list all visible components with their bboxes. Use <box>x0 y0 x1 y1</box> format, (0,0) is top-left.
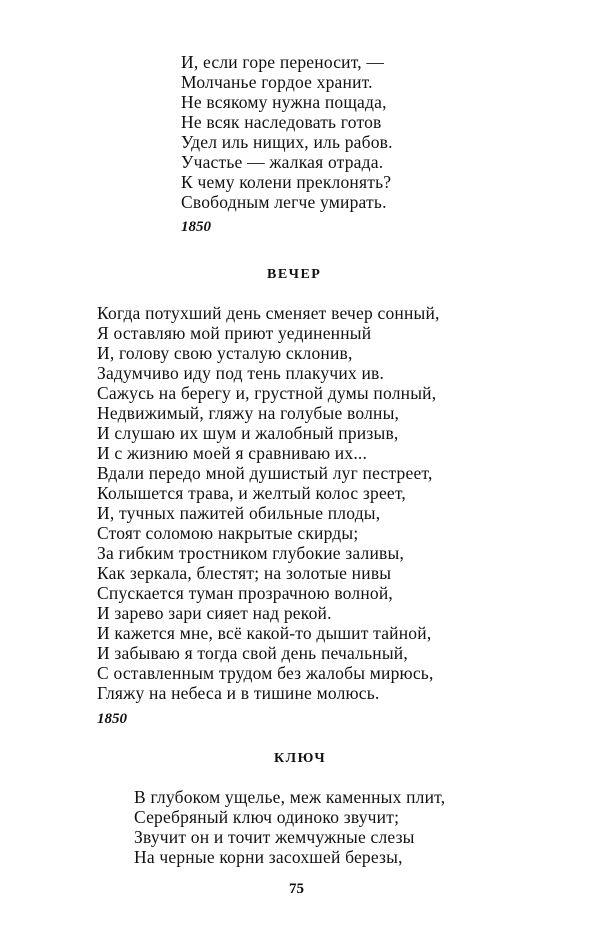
verse-line: Когда потухший день сменяет вечер сонный, <box>97 303 440 323</box>
verse-line: Удел иль нищих, иль рабов. <box>181 132 393 152</box>
verse-line: Сажусь на берегу и, грустной думы полный, <box>97 383 437 403</box>
verse-line: Как зеркала, блестят; на золотые нивы <box>97 563 392 583</box>
verse-line: К чему колени преклонять? <box>181 172 392 192</box>
verse-line: Молчанье гордое хранит. <box>181 72 373 92</box>
poem-date: 1850 <box>97 711 127 727</box>
verse-line: Недвижимый, гляжу на голубые волны, <box>97 403 400 423</box>
verse-line: Стоят соломою накрытые скирды; <box>97 523 359 543</box>
verse-line: И, тучных пажитей обильные плоды, <box>97 503 381 523</box>
verse-line: И забываю я тогда свой день печальный, <box>97 643 408 663</box>
verse-line: На черные корни засохшей березы, <box>134 847 403 867</box>
verse-line: С оставленным трудом без жалобы мирюсь, <box>97 663 434 683</box>
verse-line: Звучит он и точит жемчужные слезы <box>134 827 415 847</box>
verse-line: И, голову свою усталую склонив, <box>97 343 353 363</box>
verse-line: Участье — жалкая отрада. <box>181 152 384 172</box>
verse-line: И с жизнию моей я сравниваю их... <box>97 443 368 463</box>
verse-line: За гибким тростником глубокие заливы, <box>97 543 405 563</box>
verse-line: В глубоком ущелье, меж каменных плит, <box>134 787 446 807</box>
page-number: 75 <box>289 881 304 897</box>
verse-line: Я оставляю мой приют уединенный <box>97 323 372 343</box>
verse-line: Свободным легче умирать. <box>181 192 387 212</box>
verse-line: Гляжу на небеса и в тишине молюсь. <box>97 683 380 703</box>
verse-line: Серебряный ключ одиноко звучит; <box>134 807 400 827</box>
verse-line: Колышется трава, и желтый колос зреет, <box>97 483 406 503</box>
verse-line: Не всяк наследовать готов <box>181 112 382 132</box>
verse-line: И кажется мне, всё какой-то дышит тайной, <box>97 623 432 643</box>
verse-line: Вдали передо мной душистый луг пестреет, <box>97 463 433 483</box>
verse-line: Не всякому нужна пощада, <box>181 92 387 112</box>
poem-title: КЛЮЧ <box>274 751 327 766</box>
verse-line: Задумчиво иду под тень плакучих ив. <box>97 363 385 383</box>
verse-line: И слушаю их шум и жалобный призыв, <box>97 423 399 443</box>
verse-line: Спускается туман прозрачною волной, <box>97 583 393 603</box>
poem-title: ВЕЧЕР <box>267 267 322 282</box>
verse-line: И зарево зари сияет над рекой. <box>97 603 332 623</box>
poem-date: 1850 <box>181 219 211 235</box>
verse-line: И, если горе переносит, — <box>181 52 385 72</box>
